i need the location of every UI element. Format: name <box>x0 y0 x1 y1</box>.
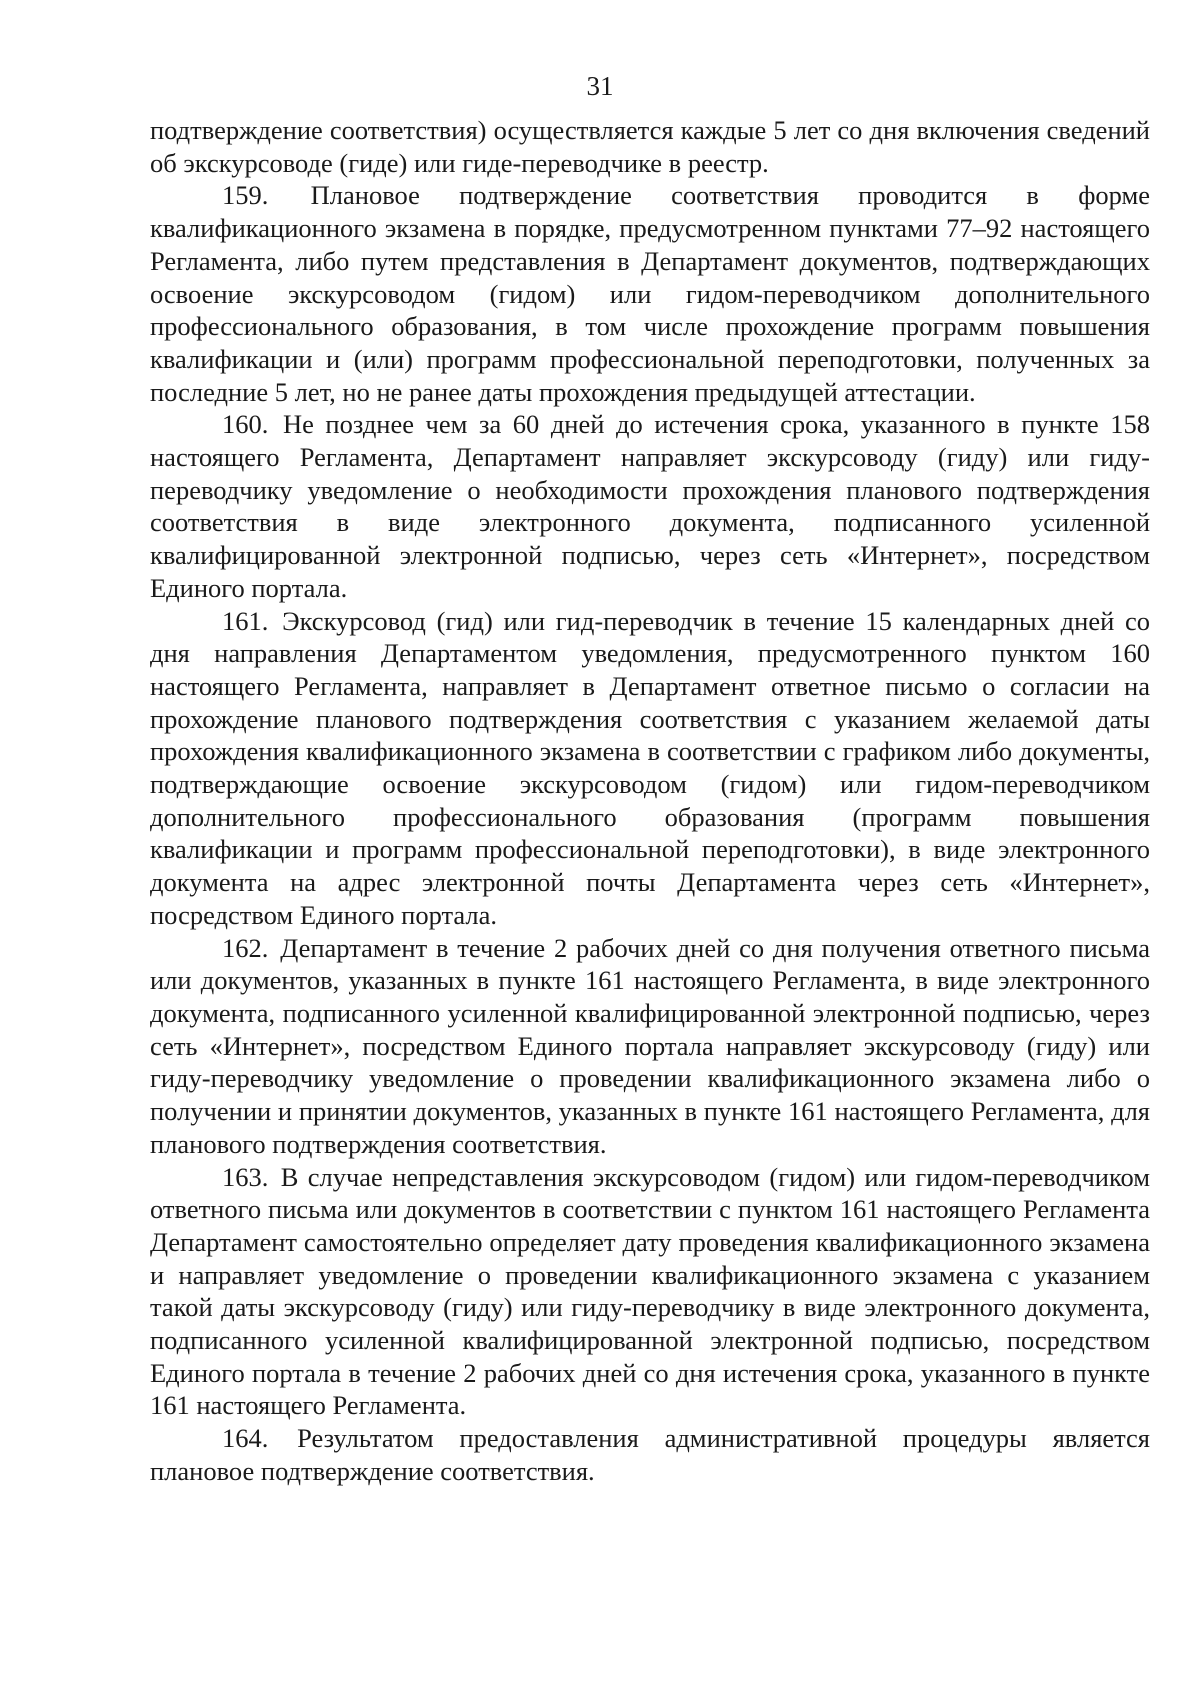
paragraph-163 <box>150 1161 1150 1423</box>
paragraph-162 <box>150 932 1150 1161</box>
paragraph-number: 162. <box>222 932 269 963</box>
paragraph-number: 164. <box>222 1423 269 1454</box>
paragraph-text: В случае непредставления экскурсоводом (гидом) или гидом-переводчиком ответного письма или документов в соответствии с пунктом 161 настоящего Регламента Департамент самостоятельно определяет дату проведения квалификационного экзамена и направляет уведомление о проведении квалификационного экзамена с указанием такой даты экскурсоводу (гиду) или гиду-переводчику в виде электронного документа, подписанного усиленной квалифицированной электронной подписью, посредством Единого портала в течение 2 рабочих дней со дня истечения срока, указанного в пункте 161 настоящего Регламента. <box>150 1161 1151 1421</box>
paragraph-164 <box>150 1422 1150 1487</box>
paragraph-text: подтверждение соответствия) осуществляется каждые 5 лет со дня включения сведений об экскурсоводе (гиде) или гиде-переводчике в реестр. <box>150 115 1150 178</box>
paragraph-text: Плановое подтверждение соответствия проводится в форме квалификационного экзамена в порядке, предусмотренном пунктами 77–92 настоящего Регламента, либо путем представления в Департамент документов, подтверждающих освоение экскурсоводом (гидом) или гидом-переводчиком дополнительного профессионального образования, в том числе прохождение программ повышения квалификации и (или) программ профессиональной переподготовки, полученных за последние 5 лет, но не ранее даты прохождения предыдущей аттестации. <box>150 180 1151 407</box>
paragraph-number: 161. <box>222 605 269 636</box>
paragraph-text: Результатом предоставления административной процедуры является плановое подтверждение соответствия. <box>150 1423 1150 1486</box>
paragraph-number: 163. <box>222 1161 269 1192</box>
paragraph-text: Не позднее чем за 60 дней до истечения срока, указанного в пункте 158 настоящего Регламента, Департамент направляет экскурсоводу (гиду) или гиду-переводчику уведомление о необходимости прохождения планового подтверждения соответствия в виде электронного документа, подписанного усиленной квалифицированной электронной подписью, через сеть «Интернет», посредством Единого портала. <box>150 409 1150 603</box>
paragraph-text: Департамент в течение 2 рабочих дней со дня получения ответного письма или документов, указанных в пункте 161 настоящего Регламента, в виде электронного документа, подписанного усиленной квалифицированной электронной подписью, через сеть «Интернет», посредством Единого портала направляет экскурсоводу (гиду) или гиду-переводчику уведомление о проведении квалификационного экзамена либо о получении и принятии документов, указанных в пункте 161 настоящего Регламента, для планового подтверждения соответствия. <box>150 932 1151 1159</box>
document-body <box>150 114 1150 1488</box>
paragraph-continuation <box>150 114 1150 179</box>
paragraph-number: 159. <box>222 180 269 211</box>
page-number: 31 <box>586 71 614 101</box>
paragraph-159 <box>150 179 1150 408</box>
paragraph-161 <box>150 605 1150 932</box>
paragraph-text: Экскурсовод (гид) или гид-переводчик в течение 15 календарных дней со дня направления Департаментом уведомления, предусмотренного пунктом 160 настоящего Регламента, направляет в Департамент ответное письмо о согласии на прохождение планового подтверждения соответствия с указанием желаемой даты прохождения квалификационного экзамена в соответствии с графиком либо документы, подтверждающие освоение экскурсоводом (гидом) или гидом-переводчиком дополнительного профессионального образования (программ повышения квалификации и программ профессиональной переподготовки), в виде электронного документа на адрес электронной почты Департамента через сеть «Интернет», посредством Единого портала. <box>150 605 1150 930</box>
paragraph-number: 160. <box>222 409 269 440</box>
paragraph-160 <box>150 408 1150 604</box>
